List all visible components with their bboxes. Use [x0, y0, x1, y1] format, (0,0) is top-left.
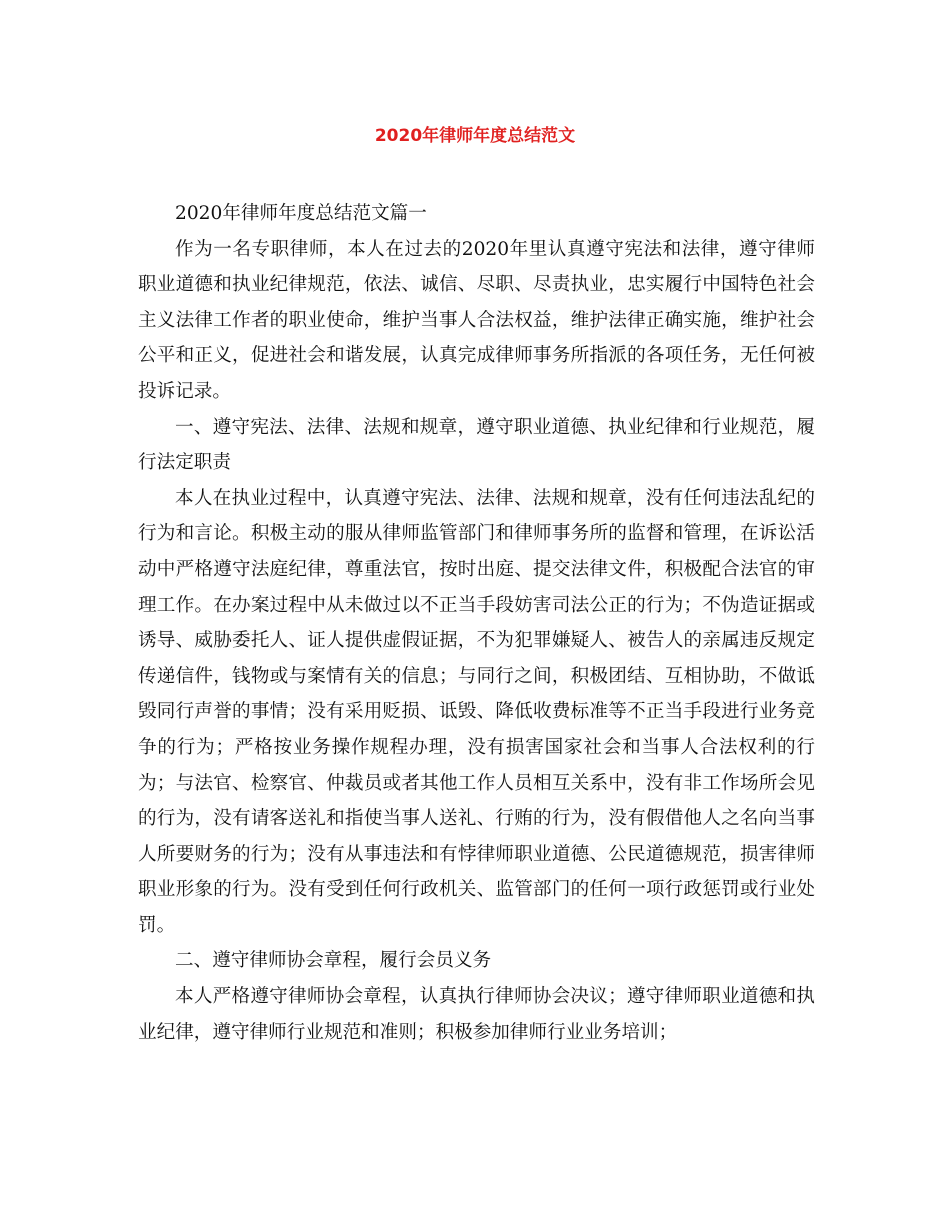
point-two-paragraph: 本人严格遵守律师协会章程，认真执行律师协会决议；遵守律师职业道德和执业纪律，遵守律师行业规范和准则；积极参加律师行业业务培训；	[138, 986, 815, 1043]
document-title: 2020年律师年度总结范文	[374, 126, 576, 146]
point-one-heading: 一、遵守宪法、法律、法规和规章，遵守职业道德、执业纪律和行业规范，履行法定职责	[138, 416, 815, 474]
point-one-paragraph: 本人在执业过程中，认真遵守宪法、法律、法规和规章，没有任何违法乱纪的行为和言论。积极主动的服从律师监管部门和律师事务所的监督和管理，在诉讼活动中严格遵守法庭纪律，尊重法官，按时出庭、提交法律文件，积极配合法官的审理工作。在办案过程中从未做过以不正当手段妨害司法公正的行为；不伪造证据或诱导、威胁委托人、证人提供虚假证据，不为犯罪嫌疑人、被告人的亲属违反规定传递信件，钱物或与案情有关的信息；与同行之间，积极团结、互相协助，不做诋毁同行声誉的事情；没有采用贬损、诋毁、降低收费标准等不正当手段进行业务竞争的行为；严格按业务操作规程办理，没有损害国家社会和当事人合法权利的行为；与法官、检察官、仲裁员或者其他工作人员相互关系中，没有非工作场所会见的行为，没有请客送礼和指使当事人送礼、行贿的行为，没有假借他人之名向当事人所要财务的行为；没有从事违法和有悖律师职业道德、公民道德规范，损害律师职业形象的行为。没有受到任何行政机关、监管部门的任何一项行政惩罚或行业处罚。	[138, 487, 815, 936]
point-two-heading: 二、遵守律师协会章程，履行会员义务	[175, 950, 492, 972]
intro-paragraph: 作为一名专职律师，本人在过去的2020年里认真遵守宪法和法律，遵守律师职业道德和执业纪律规范，依法、诚信、尽职、尽责执业，忠实履行中国特色社会主义法律工作者的职业使命，维护当事人合法权益，维护法律正确实施，维护社会公平和正义，促进社会和谐发展，认真完成律师事务所指派的各项任务，无任何被投诉记录。	[138, 238, 815, 402]
document-body	[138, 196, 815, 1050]
section-heading: 2020年律师年度总结范文篇一	[175, 203, 427, 224]
